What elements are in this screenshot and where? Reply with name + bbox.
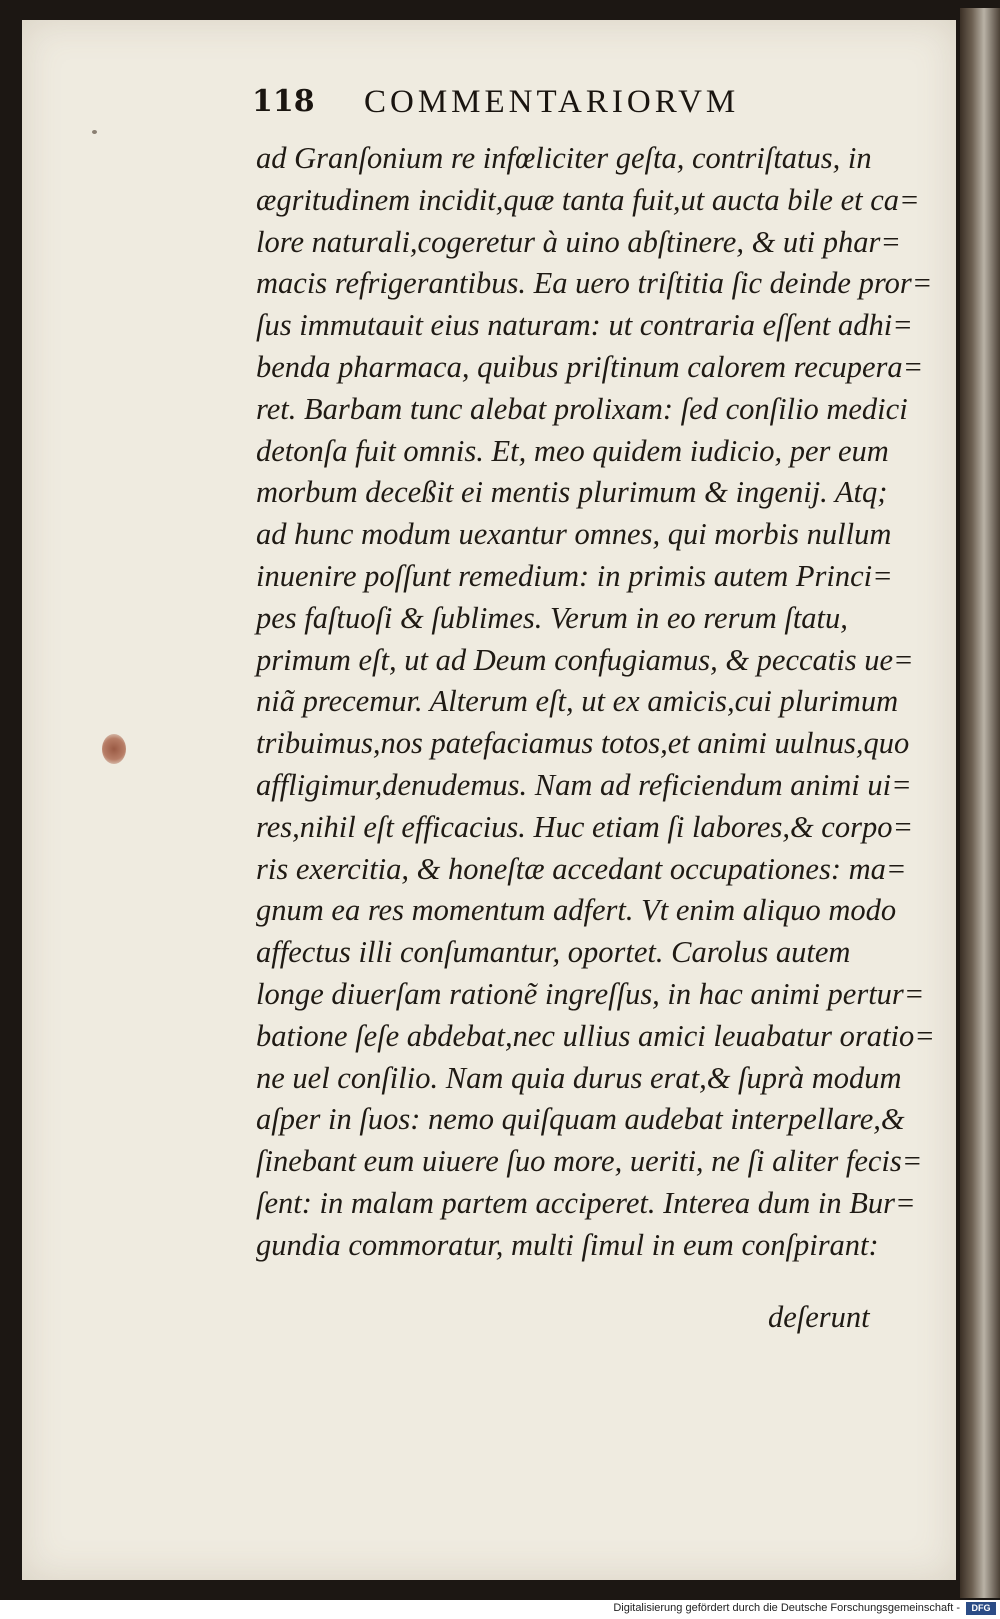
page-header <box>252 82 872 122</box>
text-line: morbum deceßit ei mentis plurimum & ingenij. Atq; <box>256 475 888 510</box>
text-line: affectus illi conſumantur, oportet. Carolus autem <box>256 935 851 970</box>
paper-speck <box>92 130 97 134</box>
text-line: pes faſtuoſi & ſublimes. Verum in eo rerum ſtatu, <box>256 600 848 635</box>
text-line: affligimur,denudemus. Nam ad reficiendum animi ui= <box>256 767 912 802</box>
text-line: res,nihil eſt efficacius. Huc etiam ſi labores,& corpo= <box>256 809 914 844</box>
text-line: ſent: in malam partem acciperet. Interea dum in Bur= <box>256 1185 916 1220</box>
footer-bar <box>0 1600 1000 1619</box>
text-line: detonſa fuit omnis. Et, meo quidem iudicio, per eum <box>256 433 889 468</box>
catchword: deſerunt <box>768 1300 870 1334</box>
text-line: lore naturali,cogeretur à uino abſtinere, & uti phar= <box>256 224 901 259</box>
text-line: tribuimus,nos patefaciamus totos,et animi uulnus,quo <box>256 726 910 761</box>
text-line: benda pharmaca, quibus priſtinum calorem recupera= <box>256 349 924 384</box>
text-line: ne uel conſilio. Nam quia durus erat,& ſuprà modum <box>256 1060 902 1095</box>
text-line: primum eſt, ut ad Deum confugiamus, & peccatis ue= <box>256 642 914 677</box>
paper-stain <box>102 734 126 764</box>
text-line: ægritudinem incidit,quæ tanta fuit,ut aucta bile et ca= <box>256 182 920 217</box>
text-line: ſus immutauit eius naturam: ut contraria eſſent adhi= <box>256 308 913 343</box>
book-gutter <box>960 8 1000 1598</box>
text-line: macis refrigerantibus. Ea uero triſtitia ſic deinde pror= <box>256 266 933 301</box>
text-line: longe diuerſam rationẽ ingreſſus, in hac animi pertur= <box>256 976 925 1011</box>
text-line: ſinebant eum uiuere ſuo more, ueriti, ne ſi aliter fecis= <box>256 1144 923 1179</box>
text-line: ris exercitia, & honeſtæ accedant occupationes: ma= <box>256 851 907 886</box>
text-line: ad Granſonium re infœliciter geſta, contriſtatus, in <box>256 141 872 175</box>
text-line: aſper in ſuos: nemo quiſquam audebat interpellare,& <box>256 1102 905 1137</box>
dfg-logo: DFG <box>966 1602 996 1615</box>
text-line: ad hunc modum uexantur omnes, qui morbis nullum <box>256 517 892 552</box>
text-line: inuenire poſſunt remedium: in primis autem Princi= <box>256 558 893 593</box>
text-line: gundia commoratur, multi ſimul in eum conſpirant: <box>256 1227 879 1262</box>
running-title: COMMENTARIORVM <box>364 84 740 120</box>
text-line: ret. Barbam tunc alebat prolixam: ſed conſilio medici <box>256 391 908 426</box>
funding-credit: Digitalisierung gefördert durch die Deutsche Forschungsgemeinschaft - <box>613 1602 960 1614</box>
text-line: batione ſeſe abdebat,nec ullius amici leuabatur oratio= <box>256 1018 935 1053</box>
body-text <box>256 138 936 1267</box>
text-line: niã precemur. Alterum eſt, ut ex amicis,cui plurimum <box>256 684 899 719</box>
text-line: gnum ea res momentum adfert. Vt enim aliquo modo <box>256 893 897 928</box>
page-number: 118 <box>252 84 315 119</box>
